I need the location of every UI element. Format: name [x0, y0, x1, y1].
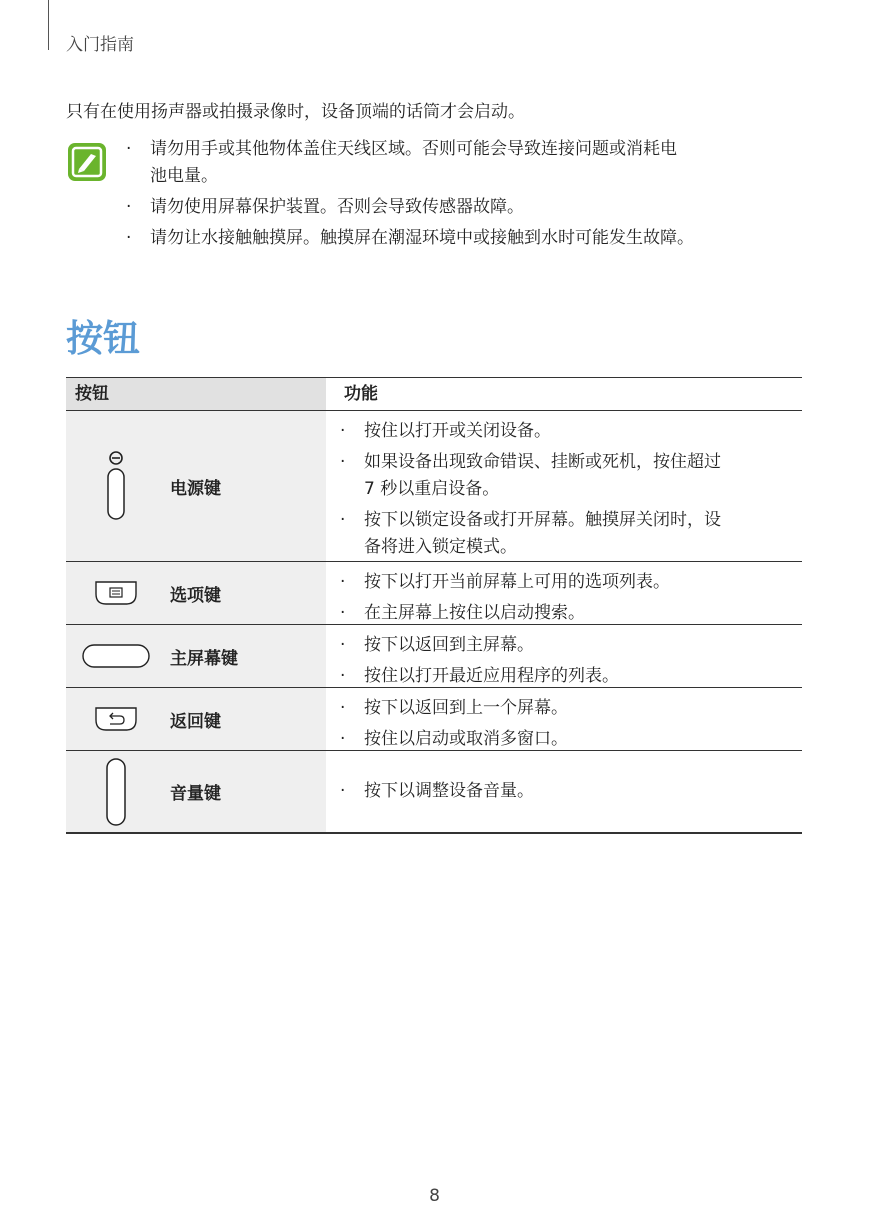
section-header: 入门指南 [66, 35, 134, 55]
key-name: 返回键 [170, 711, 221, 732]
function-cell [326, 688, 802, 750]
table-row [66, 562, 802, 625]
menu-key-icon [93, 580, 139, 606]
note-item: · 请勿使用屏幕保护装置。否则会导致传感器故障。 [126, 194, 806, 221]
back-key-icon [93, 706, 139, 732]
header-rule [48, 0, 49, 50]
key-cell [66, 625, 326, 687]
key-cell [66, 562, 326, 624]
bullet-icon: · [126, 228, 132, 248]
table-row [66, 411, 802, 562]
key-cell [66, 688, 326, 750]
function-item: · 按下以调整设备音量。 [340, 778, 534, 805]
bullet-icon: · [340, 666, 346, 686]
column-header-button: 按钮 [66, 378, 326, 410]
volume-key-icon [101, 757, 131, 827]
intro-text: 只有在使用扬声器或拍摄录像时，设备顶端的话筒才会启动。 [66, 102, 525, 122]
function-item: · 按住以打开或关闭设备。 [340, 418, 794, 445]
table-header [66, 378, 802, 411]
bullet-icon: · [126, 139, 132, 159]
note-item: · 请勿让水接触触摸屏。触摸屏在潮湿环境中或接触到水时可能发生故障。 [126, 225, 806, 252]
key-name: 电源键 [170, 478, 221, 499]
key-name: 选项键 [170, 585, 221, 606]
function-item: · 按下以锁定设备或打开屏幕。触摸屏关闭时，设 备将进入锁定模式。 [340, 507, 794, 561]
function-cell [326, 411, 802, 561]
function-cell [326, 751, 802, 832]
bullet-icon: · [340, 635, 346, 655]
key-name: 音量键 [170, 784, 221, 804]
table-row [66, 625, 802, 688]
bullet-icon: · [340, 510, 346, 530]
column-header-function: 功能 [344, 384, 378, 404]
section-title: 按钮 [66, 317, 140, 360]
key-cell [66, 751, 326, 832]
function-item: · 按住以打开最近应用程序的列表。 [340, 663, 794, 690]
function-item: · 在主屏幕上按住以启动搜索。 [340, 600, 794, 627]
function-item: · 按下以返回到主屏幕。 [340, 632, 794, 659]
bullet-icon: · [340, 572, 346, 592]
note-item: · 请勿用手或其他物体盖住天线区域。否则可能会导致连接问题或消耗电 池电量。 [126, 136, 806, 190]
buttons-table [66, 377, 802, 834]
page-number: 8 [429, 1186, 440, 1206]
function-item: · 按住以启动或取消多窗口。 [340, 726, 794, 753]
key-cell [66, 411, 326, 561]
bullet-icon: · [340, 729, 346, 749]
bullet-icon: · [340, 780, 346, 801]
function-item: · 如果设备出现致命错误、挂断或死机，按住超过 7 秒以重启设备。 [340, 449, 794, 503]
function-cell [326, 625, 802, 687]
bullet-icon: · [340, 603, 346, 623]
table-row [66, 688, 802, 751]
key-name: 主屏幕键 [170, 648, 238, 669]
note-icon [67, 142, 107, 182]
function-item: · 按下以返回到上一个屏幕。 [340, 695, 794, 722]
notes-list [126, 136, 806, 256]
home-key-icon [81, 643, 151, 669]
function-cell [326, 562, 802, 624]
power-key-icon [101, 449, 131, 523]
table-row [66, 751, 802, 832]
bullet-icon: · [340, 452, 346, 472]
bullet-icon: · [340, 421, 346, 441]
function-item: · 按下以打开当前屏幕上可用的选项列表。 [340, 569, 794, 596]
bullet-icon: · [126, 197, 132, 217]
bullet-icon: · [340, 698, 346, 718]
